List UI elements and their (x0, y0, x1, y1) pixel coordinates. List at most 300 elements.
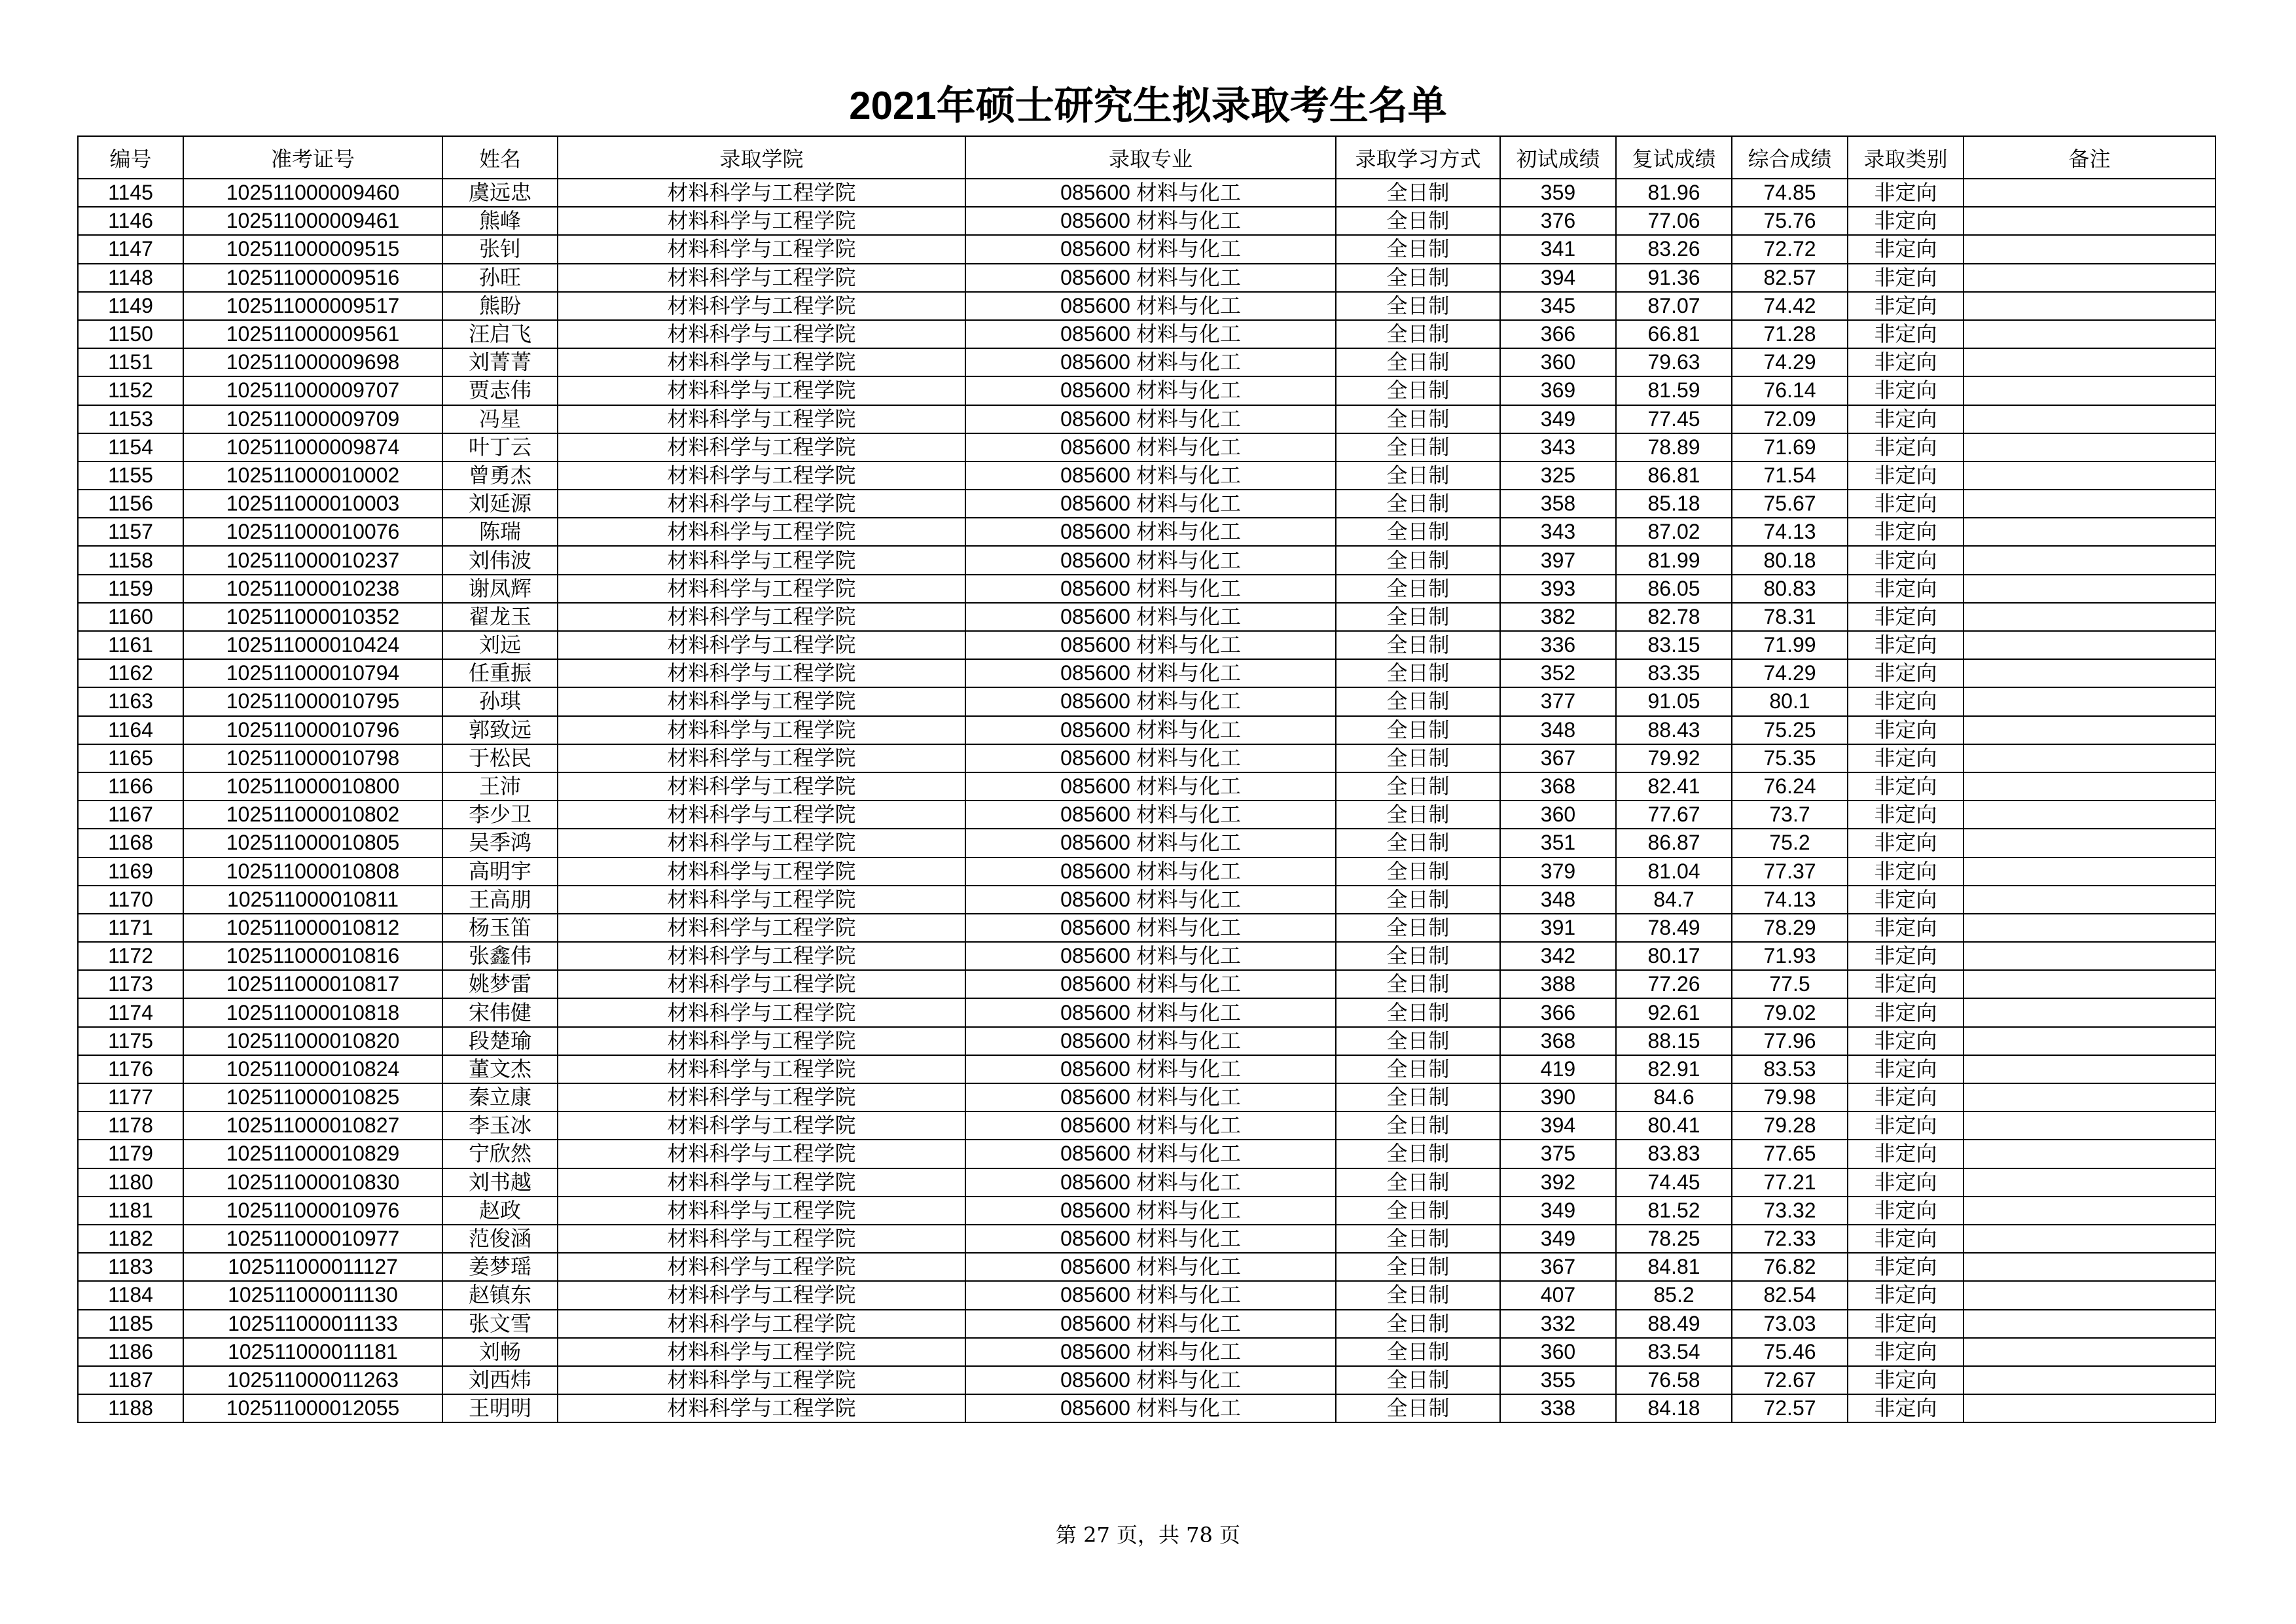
cell-exam-id: 102511000010798 (183, 744, 442, 772)
cell-prelim-score: 379 (1500, 857, 1616, 886)
cell-remarks (1964, 235, 2215, 263)
cell-study-mode: 全日制 (1336, 1197, 1500, 1225)
cell-retest-score: 88.49 (1616, 1310, 1732, 1338)
cell-admission-type: 非定向 (1848, 970, 1964, 998)
cell-overall-score: 73.03 (1732, 1310, 1848, 1338)
cell-retest-score: 81.59 (1616, 376, 1732, 405)
table-row (78, 292, 2215, 320)
cell-overall-score: 74.29 (1732, 348, 1848, 376)
cell-admission-type: 非定向 (1848, 857, 1964, 886)
cell-serial-no: 1176 (78, 1055, 183, 1083)
cell-retest-score: 79.63 (1616, 348, 1732, 376)
cell-study-mode: 全日制 (1336, 1027, 1500, 1055)
cell-remarks (1964, 744, 2215, 772)
cell-retest-score: 78.89 (1616, 433, 1732, 461)
table-row (78, 320, 2215, 348)
cell-exam-id: 102511000009516 (183, 264, 442, 292)
table-row (78, 744, 2215, 772)
cell-prelim-score: 336 (1500, 631, 1616, 659)
cell-serial-no: 1170 (78, 886, 183, 914)
cell-exam-id: 102511000010820 (183, 1027, 442, 1055)
cell-remarks (1964, 1366, 2215, 1394)
cell-student-name: 谢凤辉 (442, 575, 558, 603)
cell-exam-id: 102511000009460 (183, 179, 442, 207)
cell-study-mode: 全日制 (1336, 970, 1500, 998)
cell-serial-no: 1175 (78, 1027, 183, 1055)
cell-major: 085600 材料与化工 (965, 320, 1336, 348)
cell-study-mode: 全日制 (1336, 998, 1500, 1026)
cell-study-mode: 全日制 (1336, 179, 1500, 207)
cell-overall-score: 73.32 (1732, 1197, 1848, 1225)
cell-student-name: 王沛 (442, 772, 558, 801)
cell-student-name: 任重振 (442, 659, 558, 687)
cell-serial-no: 1155 (78, 461, 183, 490)
cell-student-name: 郭致远 (442, 716, 558, 744)
table-row (78, 914, 2215, 942)
table-header-row (78, 136, 2215, 179)
cell-college: 材料科学与工程学院 (558, 970, 965, 998)
cell-study-mode: 全日制 (1336, 1253, 1500, 1281)
cell-admission-type: 非定向 (1848, 886, 1964, 914)
cell-study-mode: 全日制 (1336, 433, 1500, 461)
cell-admission-type: 非定向 (1848, 405, 1964, 433)
cell-prelim-score: 325 (1500, 461, 1616, 490)
cell-admission-type: 非定向 (1848, 631, 1964, 659)
cell-major: 085600 材料与化工 (965, 1394, 1336, 1422)
cell-serial-no: 1185 (78, 1310, 183, 1338)
cell-prelim-score: 341 (1500, 235, 1616, 263)
cell-study-mode: 全日制 (1336, 914, 1500, 942)
cell-overall-score: 77.37 (1732, 857, 1848, 886)
cell-serial-no: 1163 (78, 687, 183, 715)
table-row (78, 801, 2215, 829)
cell-study-mode: 全日制 (1336, 857, 1500, 886)
cell-admission-type: 非定向 (1848, 1111, 1964, 1140)
cell-overall-score: 78.31 (1732, 603, 1848, 631)
cell-overall-score: 75.35 (1732, 744, 1848, 772)
cell-college: 材料科学与工程学院 (558, 1394, 965, 1422)
cell-exam-id: 102511000011181 (183, 1338, 442, 1366)
cell-prelim-score: 376 (1500, 207, 1616, 235)
cell-overall-score: 75.67 (1732, 490, 1848, 518)
table-row (78, 716, 2215, 744)
table-row (78, 405, 2215, 433)
cell-study-mode: 全日制 (1336, 235, 1500, 263)
cell-major: 085600 材料与化工 (965, 207, 1336, 235)
cell-major: 085600 材料与化工 (965, 235, 1336, 263)
cell-retest-score: 84.6 (1616, 1083, 1732, 1111)
cell-remarks (1964, 1225, 2215, 1253)
cell-college: 材料科学与工程学院 (558, 1253, 965, 1281)
cell-serial-no: 1166 (78, 772, 183, 801)
cell-admission-type: 非定向 (1848, 292, 1964, 320)
cell-exam-id: 102511000010811 (183, 886, 442, 914)
table-row (78, 1083, 2215, 1111)
cell-retest-score: 78.25 (1616, 1225, 1732, 1253)
cell-college: 材料科学与工程学院 (558, 320, 965, 348)
cell-serial-no: 1152 (78, 376, 183, 405)
cell-remarks (1964, 1168, 2215, 1197)
cell-study-mode: 全日制 (1336, 1055, 1500, 1083)
cell-serial-no: 1168 (78, 829, 183, 857)
cell-admission-type: 非定向 (1848, 207, 1964, 235)
cell-major: 085600 材料与化工 (965, 829, 1336, 857)
cell-student-name: 李玉冰 (442, 1111, 558, 1140)
cell-retest-score: 88.43 (1616, 716, 1732, 744)
cell-overall-score: 77.96 (1732, 1027, 1848, 1055)
cell-major: 085600 材料与化工 (965, 942, 1336, 970)
cell-overall-score: 71.54 (1732, 461, 1848, 490)
cell-major: 085600 材料与化工 (965, 518, 1336, 546)
cell-study-mode: 全日制 (1336, 1338, 1500, 1366)
cell-admission-type: 非定向 (1848, 264, 1964, 292)
cell-study-mode: 全日制 (1336, 744, 1500, 772)
cell-retest-score: 82.41 (1616, 772, 1732, 801)
cell-college: 材料科学与工程学院 (558, 998, 965, 1026)
cell-college: 材料科学与工程学院 (558, 914, 965, 942)
cell-retest-score: 81.04 (1616, 857, 1732, 886)
cell-study-mode: 全日制 (1336, 1140, 1500, 1168)
cell-retest-score: 85.18 (1616, 490, 1732, 518)
cell-study-mode: 全日制 (1336, 687, 1500, 715)
cell-exam-id: 102511000009707 (183, 376, 442, 405)
cell-overall-score: 75.2 (1732, 829, 1848, 857)
cell-prelim-score: 348 (1500, 886, 1616, 914)
cell-admission-type: 非定向 (1848, 603, 1964, 631)
table-row (78, 264, 2215, 292)
cell-college: 材料科学与工程学院 (558, 1281, 965, 1309)
cell-student-name: 孙琪 (442, 687, 558, 715)
cell-prelim-score: 394 (1500, 264, 1616, 292)
cell-student-name: 王明明 (442, 1394, 558, 1422)
cell-serial-no: 1164 (78, 716, 183, 744)
cell-major: 085600 材料与化工 (965, 1168, 1336, 1197)
cell-remarks (1964, 942, 2215, 970)
cell-prelim-score: 392 (1500, 1168, 1616, 1197)
cell-prelim-score: 366 (1500, 998, 1616, 1026)
cell-serial-no: 1173 (78, 970, 183, 998)
table-row (78, 1253, 2215, 1281)
cell-serial-no: 1149 (78, 292, 183, 320)
cell-retest-score: 92.61 (1616, 998, 1732, 1026)
cell-college: 材料科学与工程学院 (558, 1083, 965, 1111)
cell-major: 085600 材料与化工 (965, 1027, 1336, 1055)
cell-major: 085600 材料与化工 (965, 1253, 1336, 1281)
cell-study-mode: 全日制 (1336, 1366, 1500, 1394)
cell-student-name: 虞远忠 (442, 179, 558, 207)
cell-student-name: 姜梦瑶 (442, 1253, 558, 1281)
column-header: 备注 (1964, 136, 2215, 179)
cell-study-mode: 全日制 (1336, 886, 1500, 914)
cell-student-name: 翟龙玉 (442, 603, 558, 631)
cell-exam-id: 102511000010003 (183, 490, 442, 518)
cell-exam-id: 102511000010808 (183, 857, 442, 886)
cell-major: 085600 材料与化工 (965, 1055, 1336, 1083)
cell-overall-score: 77.65 (1732, 1140, 1848, 1168)
table-row (78, 348, 2215, 376)
cell-admission-type: 非定向 (1848, 1225, 1964, 1253)
table-row (78, 829, 2215, 857)
cell-serial-no: 1159 (78, 575, 183, 603)
table-row (78, 603, 2215, 631)
cell-remarks (1964, 772, 2215, 801)
cell-college: 材料科学与工程学院 (558, 744, 965, 772)
cell-study-mode: 全日制 (1336, 405, 1500, 433)
cell-student-name: 高明宇 (442, 857, 558, 886)
cell-remarks (1964, 264, 2215, 292)
cell-exam-id: 102511000010827 (183, 1111, 442, 1140)
cell-retest-score: 77.45 (1616, 405, 1732, 433)
cell-overall-score: 76.82 (1732, 1253, 1848, 1281)
cell-retest-score: 81.99 (1616, 546, 1732, 574)
cell-remarks (1964, 376, 2215, 405)
cell-retest-score: 86.05 (1616, 575, 1732, 603)
cell-prelim-score: 397 (1500, 546, 1616, 574)
table-row (78, 546, 2215, 574)
cell-study-mode: 全日制 (1336, 801, 1500, 829)
cell-serial-no: 1169 (78, 857, 183, 886)
cell-remarks (1964, 348, 2215, 376)
cell-remarks (1964, 1055, 2215, 1083)
column-header: 录取类别 (1848, 136, 1964, 179)
cell-study-mode: 全日制 (1336, 631, 1500, 659)
cell-overall-score: 74.29 (1732, 659, 1848, 687)
cell-college: 材料科学与工程学院 (558, 942, 965, 970)
cell-student-name: 段楚瑜 (442, 1027, 558, 1055)
cell-study-mode: 全日制 (1336, 348, 1500, 376)
cell-college: 材料科学与工程学院 (558, 829, 965, 857)
cell-student-name: 刘延源 (442, 490, 558, 518)
cell-overall-score: 82.57 (1732, 264, 1848, 292)
cell-retest-score: 77.67 (1616, 801, 1732, 829)
cell-remarks (1964, 829, 2215, 857)
cell-remarks (1964, 1310, 2215, 1338)
table-row (78, 886, 2215, 914)
cell-study-mode: 全日制 (1336, 1111, 1500, 1140)
cell-exam-id: 102511000012055 (183, 1394, 442, 1422)
cell-admission-type: 非定向 (1848, 546, 1964, 574)
cell-overall-score: 75.25 (1732, 716, 1848, 744)
cell-remarks (1964, 1027, 2215, 1055)
cell-prelim-score: 343 (1500, 433, 1616, 461)
cell-prelim-score: 360 (1500, 801, 1616, 829)
cell-remarks (1964, 546, 2215, 574)
cell-college: 材料科学与工程学院 (558, 1338, 965, 1366)
cell-major: 085600 材料与化工 (965, 857, 1336, 886)
cell-college: 材料科学与工程学院 (558, 433, 965, 461)
cell-overall-score: 75.46 (1732, 1338, 1848, 1366)
cell-overall-score: 77.21 (1732, 1168, 1848, 1197)
cell-major: 085600 材料与化工 (965, 631, 1336, 659)
cell-college: 材料科学与工程学院 (558, 575, 965, 603)
column-header: 录取专业 (965, 136, 1336, 179)
column-header: 初试成绩 (1500, 136, 1616, 179)
cell-major: 085600 材料与化工 (965, 914, 1336, 942)
cell-prelim-score: 368 (1500, 1027, 1616, 1055)
cell-study-mode: 全日制 (1336, 320, 1500, 348)
table-row (78, 1027, 2215, 1055)
column-header: 录取学院 (558, 136, 965, 179)
cell-serial-no: 1184 (78, 1281, 183, 1309)
cell-student-name: 张文雪 (442, 1310, 558, 1338)
table-row (78, 518, 2215, 546)
cell-serial-no: 1172 (78, 942, 183, 970)
cell-admission-type: 非定向 (1848, 348, 1964, 376)
cell-prelim-score: 360 (1500, 1338, 1616, 1366)
cell-exam-id: 102511000010794 (183, 659, 442, 687)
table-row (78, 942, 2215, 970)
cell-major: 085600 材料与化工 (965, 1366, 1336, 1394)
cell-serial-no: 1147 (78, 235, 183, 263)
cell-retest-score: 87.02 (1616, 518, 1732, 546)
table-row (78, 490, 2215, 518)
cell-remarks (1964, 1394, 2215, 1422)
cell-major: 085600 材料与化工 (965, 1338, 1336, 1366)
table-row (78, 687, 2215, 715)
cell-study-mode: 全日制 (1336, 659, 1500, 687)
cell-study-mode: 全日制 (1336, 1281, 1500, 1309)
cell-remarks (1964, 518, 2215, 546)
cell-serial-no: 1153 (78, 405, 183, 433)
table-row (78, 461, 2215, 490)
cell-admission-type: 非定向 (1848, 376, 1964, 405)
cell-major: 085600 材料与化工 (965, 1225, 1336, 1253)
cell-college: 材料科学与工程学院 (558, 772, 965, 801)
cell-study-mode: 全日制 (1336, 1083, 1500, 1111)
cell-major: 085600 材料与化工 (965, 1281, 1336, 1309)
cell-remarks (1964, 405, 2215, 433)
cell-retest-score: 86.87 (1616, 829, 1732, 857)
cell-college: 材料科学与工程学院 (558, 631, 965, 659)
table-row (78, 433, 2215, 461)
cell-retest-score: 83.15 (1616, 631, 1732, 659)
cell-serial-no: 1180 (78, 1168, 183, 1197)
cell-college: 材料科学与工程学院 (558, 1168, 965, 1197)
cell-prelim-score: 369 (1500, 376, 1616, 405)
column-header: 复试成绩 (1616, 136, 1732, 179)
cell-student-name: 董文杰 (442, 1055, 558, 1083)
cell-student-name: 赵镇东 (442, 1281, 558, 1309)
cell-college: 材料科学与工程学院 (558, 1055, 965, 1083)
cell-admission-type: 非定向 (1848, 1168, 1964, 1197)
cell-admission-type: 非定向 (1848, 235, 1964, 263)
table-row (78, 207, 2215, 235)
cell-college: 材料科学与工程学院 (558, 461, 965, 490)
cell-serial-no: 1165 (78, 744, 183, 772)
cell-major: 085600 材料与化工 (965, 1310, 1336, 1338)
cell-college: 材料科学与工程学院 (558, 857, 965, 886)
admission-table (77, 135, 2216, 1423)
table-row (78, 235, 2215, 263)
cell-serial-no: 1179 (78, 1140, 183, 1168)
cell-remarks (1964, 207, 2215, 235)
cell-prelim-score: 375 (1500, 1140, 1616, 1168)
cell-overall-score: 71.93 (1732, 942, 1848, 970)
cell-study-mode: 全日制 (1336, 1310, 1500, 1338)
cell-prelim-score: 355 (1500, 1366, 1616, 1394)
cell-admission-type: 非定向 (1848, 433, 1964, 461)
cell-prelim-score: 391 (1500, 914, 1616, 942)
cell-prelim-score: 352 (1500, 659, 1616, 687)
cell-prelim-score: 348 (1500, 716, 1616, 744)
cell-admission-type: 非定向 (1848, 1197, 1964, 1225)
cell-admission-type: 非定向 (1848, 1310, 1964, 1338)
cell-college: 材料科学与工程学院 (558, 1366, 965, 1394)
cell-remarks (1964, 1281, 2215, 1309)
cell-student-name: 叶丁云 (442, 433, 558, 461)
cell-student-name: 杨玉笛 (442, 914, 558, 942)
cell-college: 材料科学与工程学院 (558, 1111, 965, 1140)
cell-student-name: 孙旺 (442, 264, 558, 292)
cell-student-name: 陈瑞 (442, 518, 558, 546)
cell-major: 085600 材料与化工 (965, 264, 1336, 292)
cell-exam-id: 102511000010800 (183, 772, 442, 801)
cell-retest-score: 83.26 (1616, 235, 1732, 263)
cell-major: 085600 材料与化工 (965, 801, 1336, 829)
cell-prelim-score: 388 (1500, 970, 1616, 998)
cell-exam-id: 102511000010829 (183, 1140, 442, 1168)
page-number: 第 27 页，共 78 页 (1055, 1523, 1241, 1547)
cell-exam-id: 102511000009698 (183, 348, 442, 376)
cell-serial-no: 1188 (78, 1394, 183, 1422)
cell-major: 085600 材料与化工 (965, 461, 1336, 490)
cell-college: 材料科学与工程学院 (558, 687, 965, 715)
cell-student-name: 范俊涵 (442, 1225, 558, 1253)
cell-overall-score: 74.85 (1732, 179, 1848, 207)
cell-admission-type: 非定向 (1848, 518, 1964, 546)
cell-college: 材料科学与工程学院 (558, 659, 965, 687)
table-row (78, 1197, 2215, 1225)
cell-admission-type: 非定向 (1848, 1055, 1964, 1083)
table-row (78, 1281, 2215, 1309)
cell-student-name: 张钊 (442, 235, 558, 263)
cell-exam-id: 102511000010816 (183, 942, 442, 970)
cell-admission-type: 非定向 (1848, 1253, 1964, 1281)
cell-major: 085600 材料与化工 (965, 376, 1336, 405)
cell-student-name: 秦立康 (442, 1083, 558, 1111)
cell-prelim-score: 394 (1500, 1111, 1616, 1140)
cell-remarks (1964, 886, 2215, 914)
cell-prelim-score: 349 (1500, 1225, 1616, 1253)
cell-serial-no: 1174 (78, 998, 183, 1026)
cell-college: 材料科学与工程学院 (558, 292, 965, 320)
cell-serial-no: 1156 (78, 490, 183, 518)
cell-overall-score: 80.83 (1732, 575, 1848, 603)
cell-exam-id: 102511000010818 (183, 998, 442, 1026)
cell-major: 085600 材料与化工 (965, 998, 1336, 1026)
cell-admission-type: 非定向 (1848, 942, 1964, 970)
table-row (78, 1338, 2215, 1366)
cell-admission-type: 非定向 (1848, 1338, 1964, 1366)
cell-remarks (1964, 1140, 2215, 1168)
cell-student-name: 刘远 (442, 631, 558, 659)
cell-student-name: 刘畅 (442, 1338, 558, 1366)
column-header: 编号 (78, 136, 183, 179)
cell-prelim-score: 345 (1500, 292, 1616, 320)
cell-overall-score: 79.02 (1732, 998, 1848, 1026)
cell-major: 085600 材料与化工 (965, 348, 1336, 376)
cell-overall-score: 79.28 (1732, 1111, 1848, 1140)
cell-retest-score: 80.41 (1616, 1111, 1732, 1140)
cell-college: 材料科学与工程学院 (558, 179, 965, 207)
cell-prelim-score: 343 (1500, 518, 1616, 546)
cell-admission-type: 非定向 (1848, 1366, 1964, 1394)
cell-admission-type: 非定向 (1848, 490, 1964, 518)
cell-overall-score: 78.29 (1732, 914, 1848, 942)
cell-exam-id: 102511000010825 (183, 1083, 442, 1111)
cell-retest-score: 83.83 (1616, 1140, 1732, 1168)
cell-major: 085600 材料与化工 (965, 575, 1336, 603)
